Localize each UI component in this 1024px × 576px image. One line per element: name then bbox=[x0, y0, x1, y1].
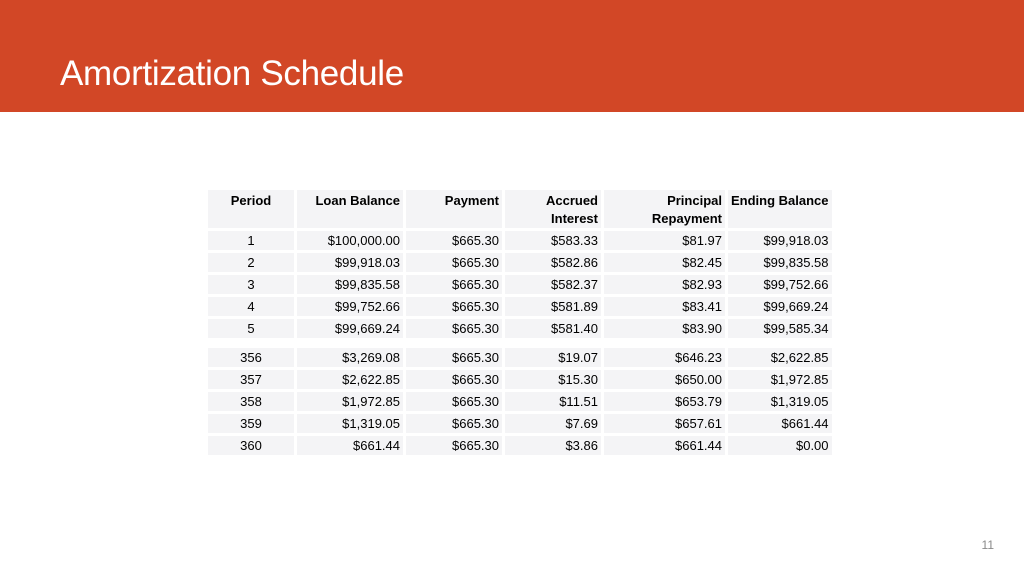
table-cell: $581.40 bbox=[505, 319, 601, 338]
table-cell: $99,752.66 bbox=[297, 297, 403, 316]
table-cell: 1 bbox=[208, 231, 294, 250]
table-cell: $99,669.24 bbox=[728, 297, 832, 316]
table-cell: $661.44 bbox=[297, 436, 403, 455]
header-period: Period bbox=[208, 190, 294, 228]
table-cell: $665.30 bbox=[406, 253, 502, 272]
amortization-table bbox=[205, 187, 835, 458]
table-cell: $83.90 bbox=[604, 319, 725, 338]
table-cell: $657.61 bbox=[604, 414, 725, 433]
table-cell: 356 bbox=[208, 348, 294, 367]
table-header-row bbox=[208, 190, 832, 228]
header-principal-repayment: Principal Repayment bbox=[604, 190, 725, 228]
table-cell: $582.37 bbox=[505, 275, 601, 294]
table-cell: 357 bbox=[208, 370, 294, 389]
table-cell: $665.30 bbox=[406, 436, 502, 455]
table-cell: 3 bbox=[208, 275, 294, 294]
table-cell: $3.86 bbox=[505, 436, 601, 455]
header-accrued-interest: Accrued Interest bbox=[505, 190, 601, 228]
table-cell: $99,918.03 bbox=[297, 253, 403, 272]
table-cell: $582.86 bbox=[505, 253, 601, 272]
table-cell: $3,269.08 bbox=[297, 348, 403, 367]
table-cell: $1,972.85 bbox=[728, 370, 832, 389]
header-ending-balance: Ending Balance bbox=[728, 190, 832, 228]
table-cell: 360 bbox=[208, 436, 294, 455]
table-cell: 2 bbox=[208, 253, 294, 272]
table-cell: $81.97 bbox=[604, 231, 725, 250]
table-row bbox=[208, 319, 832, 338]
table-cell: $99,585.34 bbox=[728, 319, 832, 338]
table-cell: $82.45 bbox=[604, 253, 725, 272]
table-cell: 358 bbox=[208, 392, 294, 411]
table-cell: $15.30 bbox=[505, 370, 601, 389]
table-cell: $646.23 bbox=[604, 348, 725, 367]
header-loan-balance: Loan Balance bbox=[297, 190, 403, 228]
table-cell: $665.30 bbox=[406, 348, 502, 367]
table-body-top bbox=[208, 231, 832, 338]
table-row bbox=[208, 370, 832, 389]
table-cell: $2,622.85 bbox=[297, 370, 403, 389]
table-cell: $1,319.05 bbox=[297, 414, 403, 433]
table-cell: $665.30 bbox=[406, 370, 502, 389]
table-row bbox=[208, 253, 832, 272]
table-cell: 4 bbox=[208, 297, 294, 316]
table-cell: $650.00 bbox=[604, 370, 725, 389]
table-row bbox=[208, 414, 832, 433]
table-row bbox=[208, 436, 832, 455]
table-cell: $82.93 bbox=[604, 275, 725, 294]
table-cell: $19.07 bbox=[505, 348, 601, 367]
table-row bbox=[208, 297, 832, 316]
table-cell: $583.33 bbox=[505, 231, 601, 250]
title-banner bbox=[0, 0, 1024, 112]
table-cell: $661.44 bbox=[728, 414, 832, 433]
table-cell: $1,319.05 bbox=[728, 392, 832, 411]
table-cell: $11.51 bbox=[505, 392, 601, 411]
page-number: 11 bbox=[981, 538, 994, 552]
table-cell: $661.44 bbox=[604, 436, 725, 455]
table-cell: $665.30 bbox=[406, 319, 502, 338]
table-cell: $0.00 bbox=[728, 436, 832, 455]
table-cell: $83.41 bbox=[604, 297, 725, 316]
table-cell: $1,972.85 bbox=[297, 392, 403, 411]
table-row bbox=[208, 275, 832, 294]
slide-title: Amortization Schedule bbox=[60, 54, 404, 93]
table-row bbox=[208, 348, 832, 367]
table-row bbox=[208, 231, 832, 250]
table-cell: $581.89 bbox=[505, 297, 601, 316]
table-cell: $665.30 bbox=[406, 231, 502, 250]
table-cell: $99,669.24 bbox=[297, 319, 403, 338]
table-cell: 5 bbox=[208, 319, 294, 338]
table-row bbox=[208, 392, 832, 411]
table-gap bbox=[208, 341, 832, 345]
table-cell: $99,752.66 bbox=[728, 275, 832, 294]
table-cell: $665.30 bbox=[406, 414, 502, 433]
header-payment: Payment bbox=[406, 190, 502, 228]
table-cell: $665.30 bbox=[406, 392, 502, 411]
table-cell: $2,622.85 bbox=[728, 348, 832, 367]
table-cell: $665.30 bbox=[406, 297, 502, 316]
table-cell: $99,835.58 bbox=[297, 275, 403, 294]
table-cell: $7.69 bbox=[505, 414, 601, 433]
table-cell: $100,000.00 bbox=[297, 231, 403, 250]
table-cell: $99,918.03 bbox=[728, 231, 832, 250]
table-cell: $665.30 bbox=[406, 275, 502, 294]
table-cell: $99,835.58 bbox=[728, 253, 832, 272]
table-cell: 359 bbox=[208, 414, 294, 433]
table-body-bottom bbox=[208, 348, 832, 455]
table-cell: $653.79 bbox=[604, 392, 725, 411]
